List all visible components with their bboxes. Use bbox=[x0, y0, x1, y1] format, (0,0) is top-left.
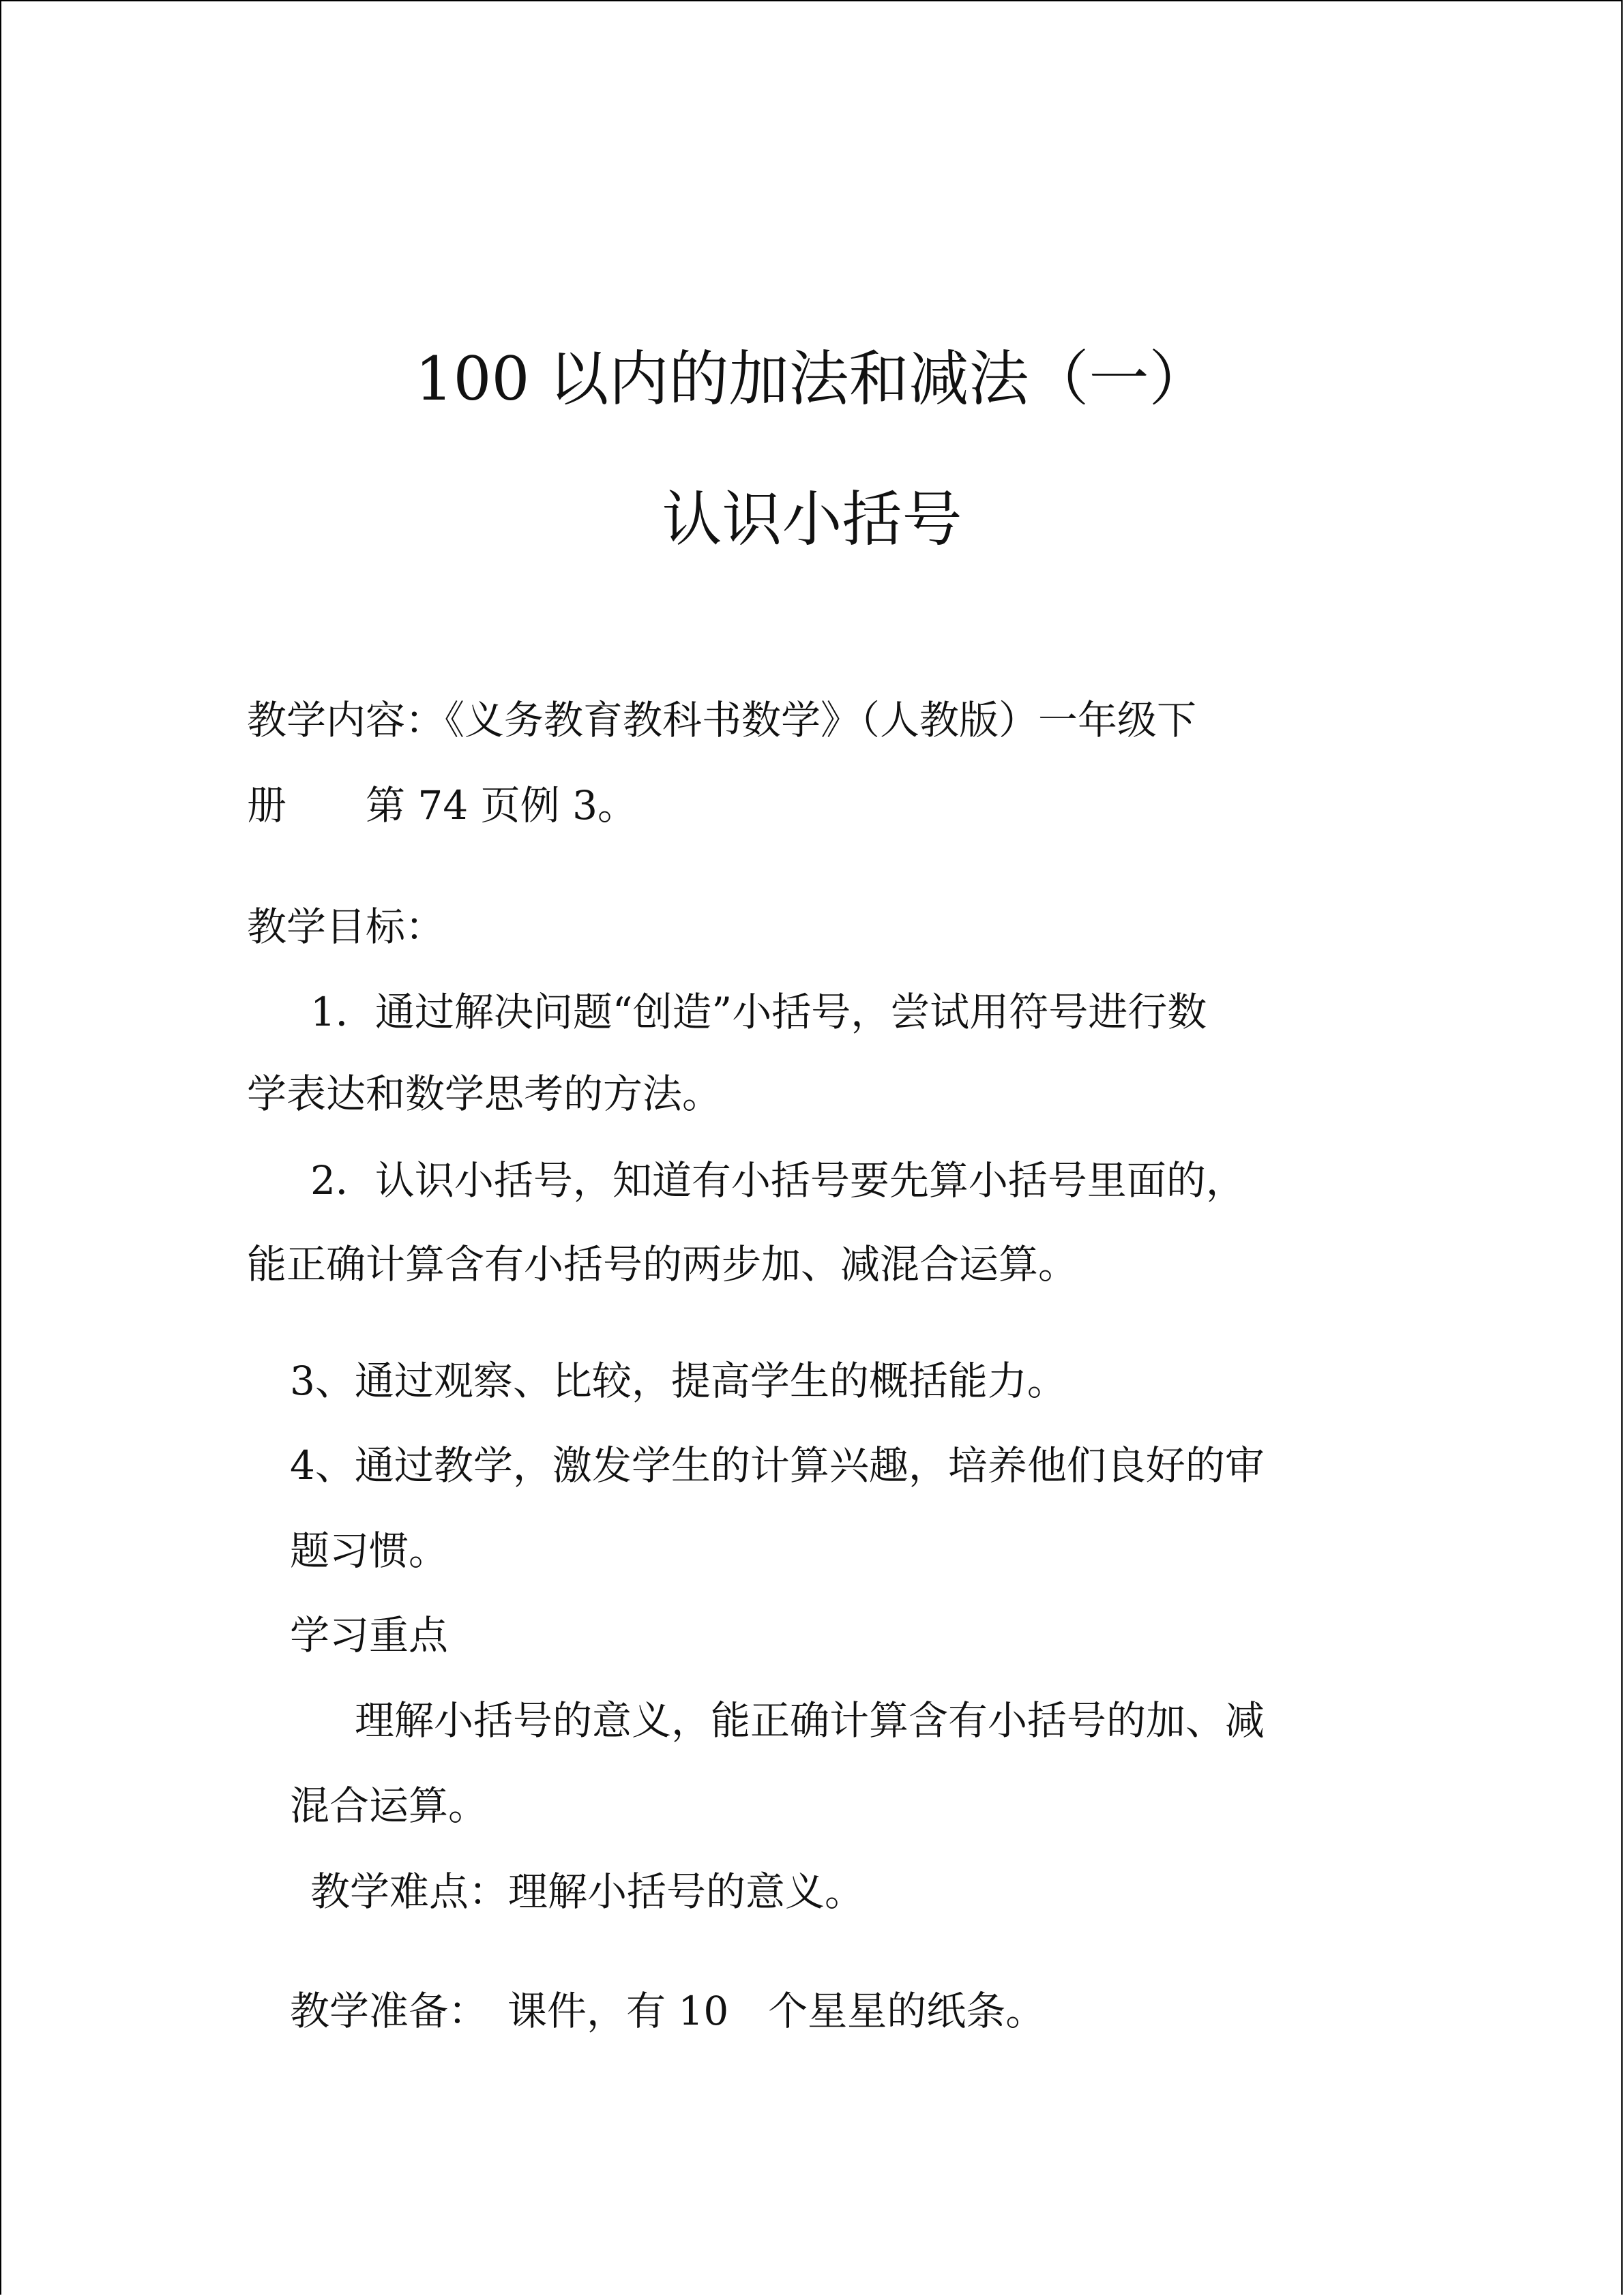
key-points-line-1: 理解小括号的意义，能正确计算含有小括号的加、减 bbox=[355, 1697, 1265, 1744]
key-points-line-2: 混合运算。 bbox=[290, 1783, 488, 1829]
objective-2-line-2: 能正确计算含有小括号的两步加、减混合运算。 bbox=[247, 1241, 1078, 1287]
objective-2-line-1: 2．认识小括号，知道有小括号要先算小括号里面的， bbox=[310, 1157, 1245, 1204]
objective-4-line-2: 题习惯。 bbox=[290, 1527, 449, 1574]
objective-4-line-1: 4、通过教学，激发学生的计算兴趣，培养他们良好的审 bbox=[290, 1442, 1265, 1489]
objective-1-line-1: 1．通过解决问题“创造”小括号，尝试用符号进行数 bbox=[310, 989, 1207, 1035]
objective-1-line-2: 学表达和数学思考的方法。 bbox=[247, 1071, 722, 1117]
difficulty-line: 教学难点：理解小括号的意义。 bbox=[310, 1868, 865, 1915]
teaching-content-line-1: 教学内容：《义务教育教科书数学》（人教版）一年级下 bbox=[247, 697, 1197, 743]
teaching-content-line-2: 册 第 74 页例 3。 bbox=[247, 782, 638, 829]
document-subtitle: 认识小括号 bbox=[662, 484, 962, 554]
document-title: 100 以内的加法和减法（一） bbox=[415, 344, 1209, 414]
key-points-heading: 学习重点 bbox=[290, 1612, 449, 1658]
objective-3: 3、通过观察、比较，提高学生的概括能力。 bbox=[290, 1358, 1067, 1404]
objectives-heading: 教学目标： bbox=[247, 904, 445, 950]
preparation-line: 教学准备： 课件，有 10 个星星的纸条。 bbox=[290, 1988, 1046, 2034]
